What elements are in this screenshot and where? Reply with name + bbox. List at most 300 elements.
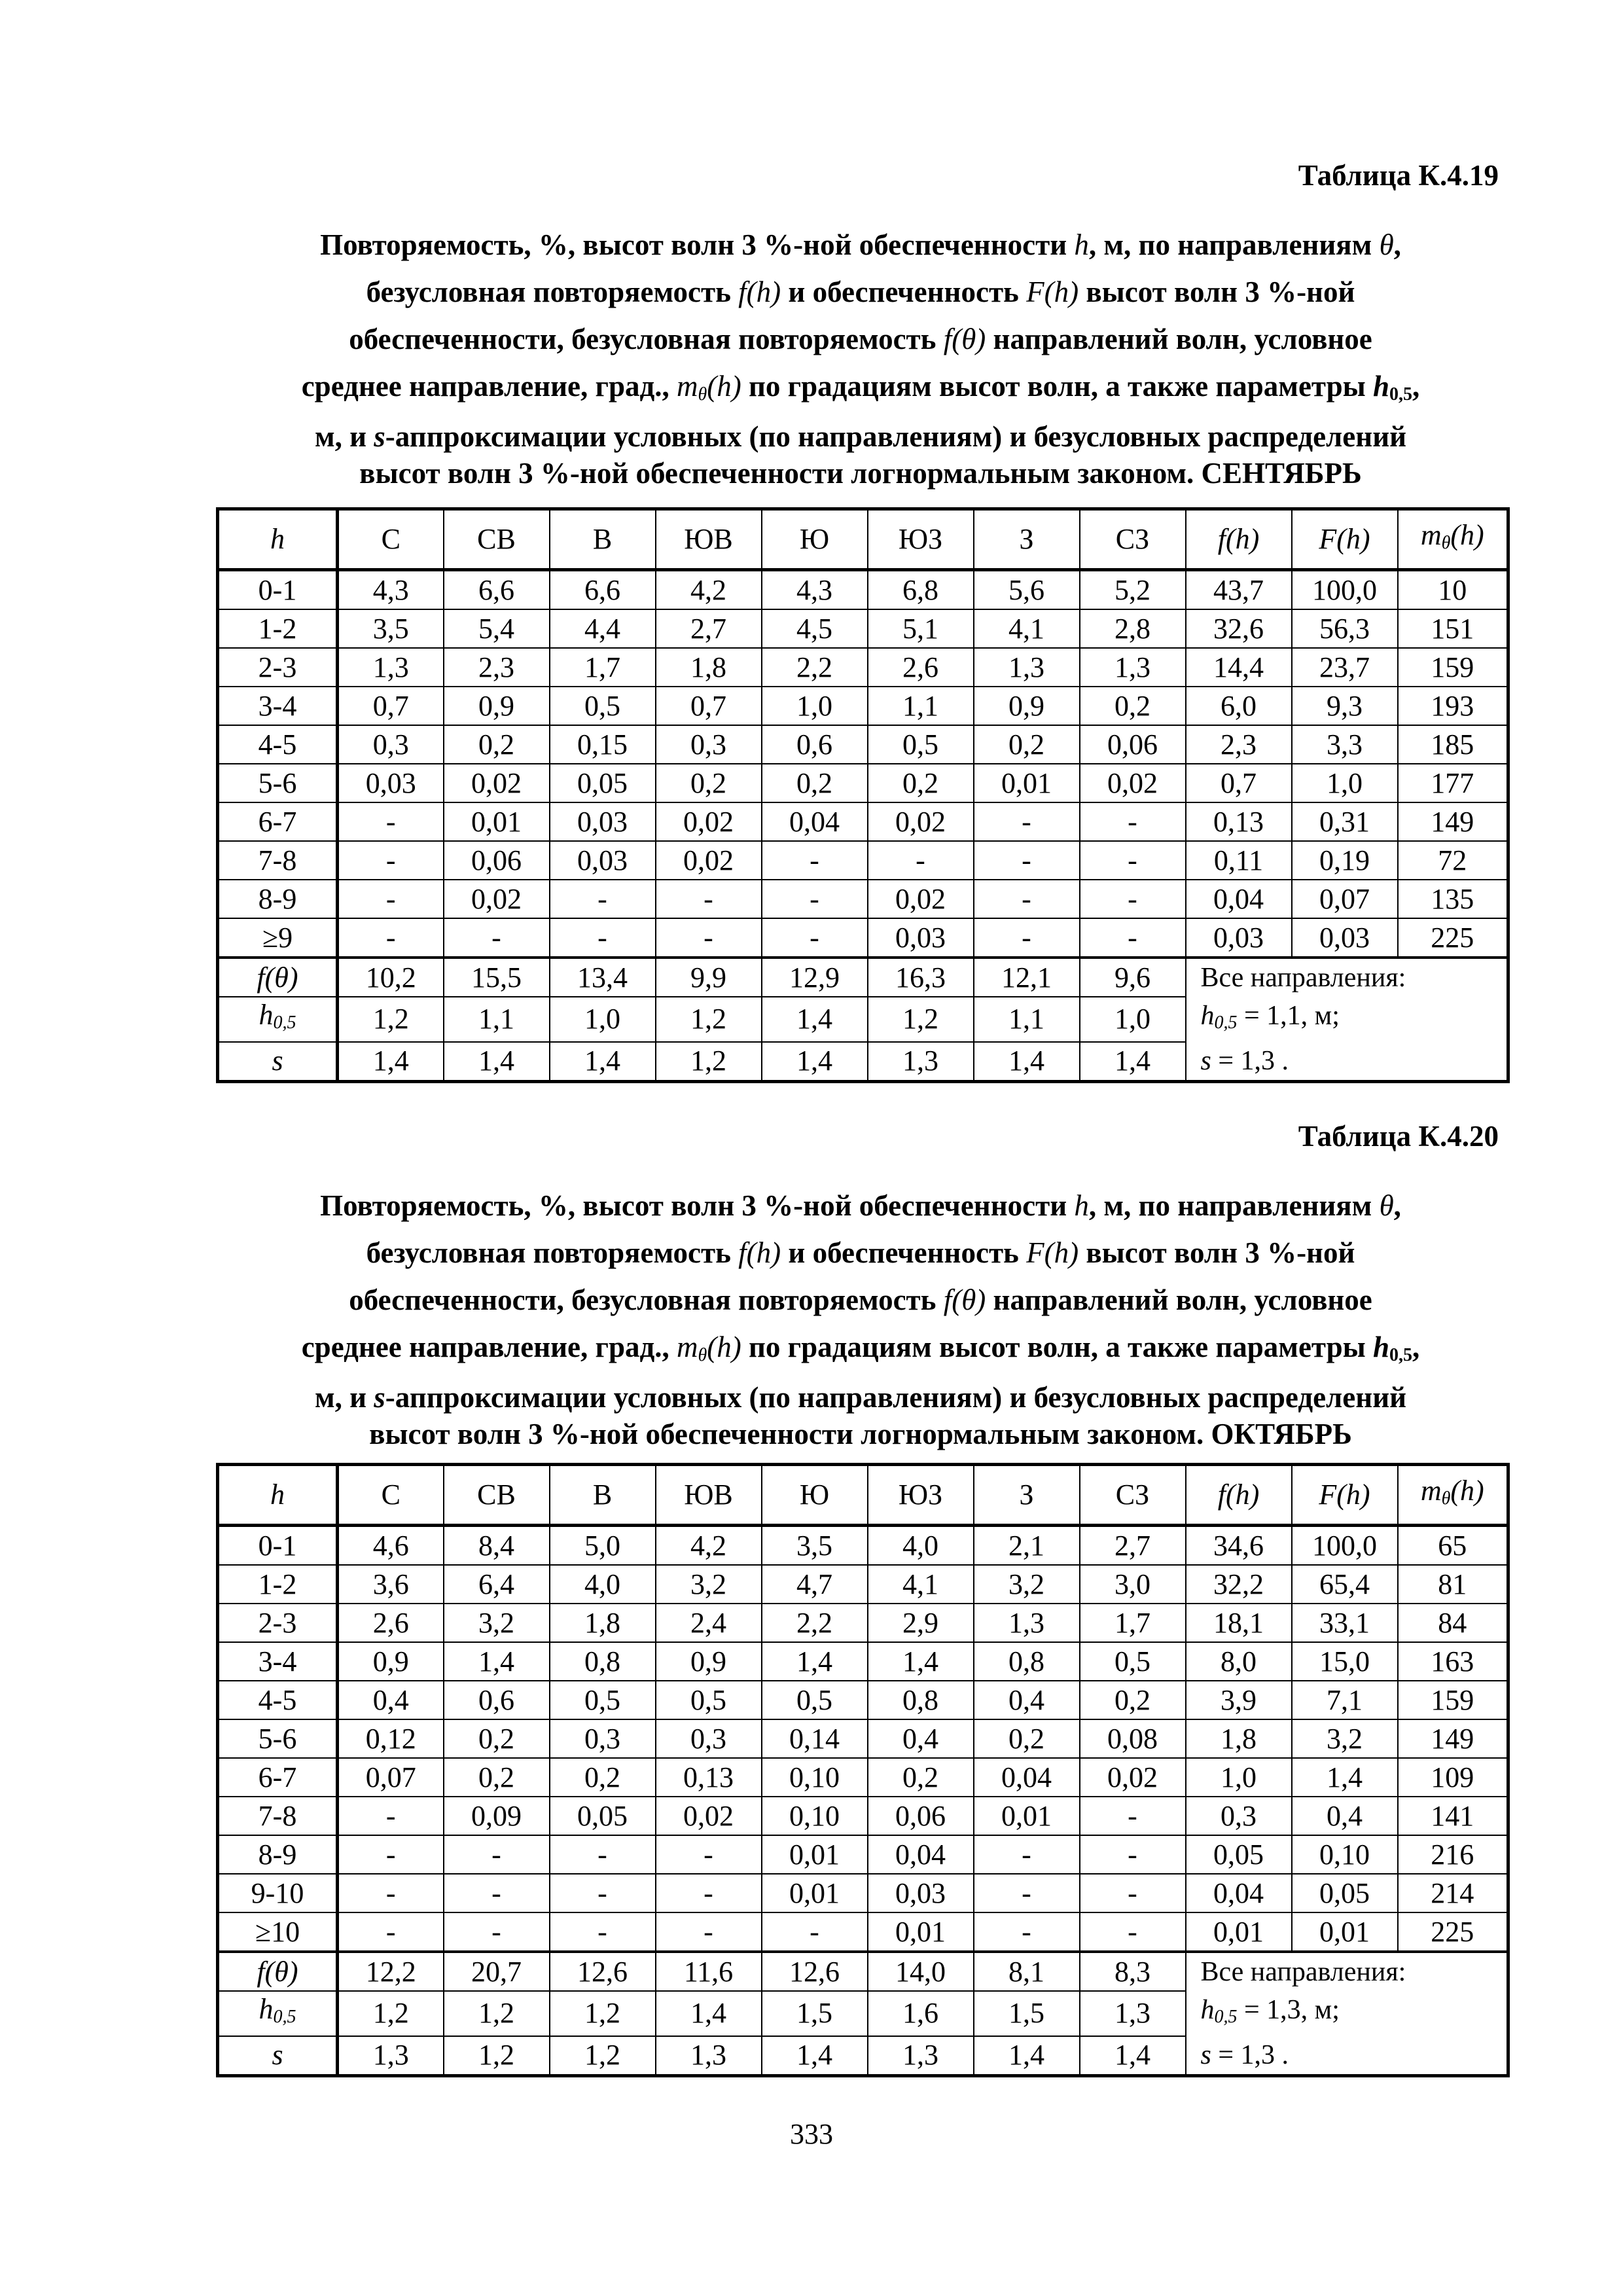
ftheta-row: [218, 1952, 1508, 1991]
table-cell: 151: [1398, 609, 1508, 648]
table-cell: 214: [1398, 1874, 1508, 1912]
cell-text: h: [259, 999, 274, 1031]
table-cell: 2,6: [868, 648, 974, 687]
table-cell: 0,15: [550, 725, 656, 764]
table-cell: -: [550, 1912, 656, 1952]
table-cell: 1,1: [974, 997, 1080, 1041]
table-cell: 1,4: [974, 1042, 1080, 1082]
table-cell: 0,3: [550, 1719, 656, 1758]
table-cell: 1,2: [338, 997, 444, 1041]
table-cell: 0,03: [550, 802, 656, 841]
table-cell: 0,01: [1186, 1912, 1292, 1952]
table-cell: 12,6: [550, 1952, 656, 1991]
table-cell: 4,1: [974, 609, 1080, 648]
table-cell: 100,0: [1292, 570, 1398, 610]
table-cell: -: [550, 1835, 656, 1874]
table-cell: 7,1: [1292, 1681, 1398, 1719]
cell-text: = 1,3 .: [1211, 1046, 1289, 1076]
table-cell: 1,3: [1080, 648, 1186, 687]
table-cell: 0,02: [656, 1797, 762, 1835]
table-cell: 4,5: [762, 609, 868, 648]
table-cell: -: [338, 918, 444, 958]
table-cell: 0,2: [1080, 687, 1186, 725]
table-cell: 2,2: [762, 1604, 868, 1642]
table-cell: 2,6: [338, 1604, 444, 1642]
table-cell: 6,0: [1186, 687, 1292, 725]
note-line: [1201, 1042, 1507, 1080]
table-cell: 0,8: [550, 1642, 656, 1681]
table-cell: 2,7: [1080, 1526, 1186, 1566]
header-row: [218, 1465, 1508, 1526]
row-header: ≥9: [218, 918, 338, 958]
cell-text: F(h): [1319, 523, 1370, 555]
table-cell: 0,5: [1080, 1642, 1186, 1681]
table-cell: -: [1080, 918, 1186, 958]
table-cell: 1,2: [550, 2036, 656, 2076]
table-cell: 1,7: [1080, 1604, 1186, 1642]
table-row: [218, 609, 1508, 648]
table-cell: 0,04: [1186, 880, 1292, 918]
table-cell: 0,05: [1186, 1835, 1292, 1874]
table-cell: 0,01: [868, 1912, 974, 1952]
table-cell: 2,9: [868, 1604, 974, 1642]
table-cell: 109: [1398, 1758, 1508, 1797]
table-cell: 3,2: [656, 1565, 762, 1604]
table-cell: 0,7: [656, 687, 762, 725]
table-cell: 3,9: [1186, 1681, 1292, 1719]
table-cell: 0,5: [656, 1681, 762, 1719]
cell-text: m: [1420, 519, 1442, 551]
column-header: З: [974, 1465, 1080, 1526]
table-cell: 34,6: [1186, 1526, 1292, 1566]
column-header: [1186, 1465, 1292, 1526]
table-cell: 5,2: [1080, 570, 1186, 610]
table-row: [218, 764, 1508, 802]
table-cell: 4,4: [550, 609, 656, 648]
table-cell: 1,4: [444, 1042, 550, 1082]
cell-text: f(h): [1217, 1479, 1260, 1511]
note-line: [1201, 2036, 1507, 2074]
table-cell: 3,2: [974, 1565, 1080, 1604]
table-cell: 0,3: [656, 1719, 762, 1758]
table-cell: 0,02: [656, 841, 762, 880]
column-header: В: [550, 509, 656, 570]
table-cell: 193: [1398, 687, 1508, 725]
table-cell: 0,01: [974, 764, 1080, 802]
table-cell: 65: [1398, 1526, 1508, 1566]
row-header: 8-9: [218, 880, 338, 918]
header-row: [218, 509, 1508, 570]
table-cell: 1,4: [444, 1642, 550, 1681]
row-header: 3-4: [218, 687, 338, 725]
table-cell: 0,2: [1080, 1681, 1186, 1719]
table-row: [218, 1526, 1508, 1566]
table-cell: 10: [1398, 570, 1508, 610]
table-cell: -: [1080, 1835, 1186, 1874]
column-header: В: [550, 1465, 656, 1526]
table-row: [218, 802, 1508, 841]
table-cell: -: [868, 841, 974, 880]
table-cell: 0,3: [338, 725, 444, 764]
column-header: СЗ: [1080, 1465, 1186, 1526]
cell-text: θ: [1441, 533, 1451, 553]
table-cell: 0,4: [974, 1681, 1080, 1719]
table-cell: -: [338, 802, 444, 841]
table-cell: -: [656, 918, 762, 958]
table-cell: 0,5: [550, 1681, 656, 1719]
note-line: [1201, 1991, 1507, 2036]
table-cell: 3,2: [1292, 1719, 1398, 1758]
column-header: СЗ: [1080, 509, 1186, 570]
table-cell: 1,3: [868, 1042, 974, 1082]
table-cell: 1,4: [1080, 2036, 1186, 2076]
table-number-label: Таблица К.4.20: [1298, 1120, 1499, 1153]
table-cell: 2,3: [1186, 725, 1292, 764]
table-cell: 1,3: [338, 2036, 444, 2076]
table-cell: 1,4: [762, 997, 868, 1041]
row-header: [218, 1042, 338, 1082]
column-header: ЮЗ: [868, 509, 974, 570]
row-header: 9-10: [218, 1874, 338, 1912]
table-cell: 0,02: [868, 802, 974, 841]
table-cell: 1,3: [974, 648, 1080, 687]
cell-text: 0,5: [273, 2007, 296, 2028]
table-cell: 5,4: [444, 609, 550, 648]
table-cell: 4,7: [762, 1565, 868, 1604]
column-header: [218, 1465, 338, 1526]
column-header: [1398, 1465, 1508, 1526]
table-cell: -: [974, 802, 1080, 841]
wave-height-table: [216, 1463, 1510, 2077]
table-cell: -: [444, 1835, 550, 1874]
table-cell: 1,6: [868, 1991, 974, 2036]
table-cell: -: [656, 880, 762, 918]
table-cell: 0,2: [974, 1719, 1080, 1758]
table-cell: 159: [1398, 648, 1508, 687]
table-cell: 0,06: [868, 1797, 974, 1835]
table-cell: 0,7: [1186, 764, 1292, 802]
table-row: [218, 1758, 1508, 1797]
table-caption: Повторяемость, %, высот волн 3 %-ной обеспеченности h, м, по направлениям θ, безусловная повторяемость f(h) и обеспеченность F(h) высот волн 3 %-ной обеспеченности, безусловная повторяемость f(θ) направлений волн, условное среднее направление, град., $m_\theta(h)$ по градациям высот волн, а также параметры $h_{0,5}$, м, и s-аппроксимации условных (по направлениям) и безусловных распределений высот волн 3 %-ной обеспеченности логнормальным законом. ОКТЯБРЬ: [301, 1189, 1420, 1450]
table-cell: 0,12: [338, 1719, 444, 1758]
all-directions-note: [1186, 958, 1508, 1082]
table-cell: 12,6: [762, 1952, 868, 1991]
table-row: [218, 1681, 1508, 1719]
table-cell: 0,2: [868, 1758, 974, 1797]
table-cell: -: [762, 841, 868, 880]
column-header: С: [338, 1465, 444, 1526]
row-header: 7-8: [218, 841, 338, 880]
table-cell: -: [550, 1874, 656, 1912]
table-cell: 0,04: [974, 1758, 1080, 1797]
table-cell: -: [762, 1912, 868, 1952]
table-cell: 0,03: [338, 764, 444, 802]
table-cell: 0,02: [868, 880, 974, 918]
all-directions-note: [1186, 1952, 1508, 2076]
table-cell: 0,2: [974, 725, 1080, 764]
table-cell: 0,9: [974, 687, 1080, 725]
table-cell: 6,8: [868, 570, 974, 610]
table-cell: 8,3: [1080, 1952, 1186, 1991]
row-header: 0-1: [218, 1526, 338, 1566]
table-cell: -: [656, 1912, 762, 1952]
table-cell: 1,4: [338, 1042, 444, 1082]
table-cell: 0,01: [1292, 1912, 1398, 1952]
table-cell: 1,8: [656, 648, 762, 687]
row-header: 6-7: [218, 1758, 338, 1797]
table-cell: -: [338, 1912, 444, 1952]
column-header: [1398, 509, 1508, 570]
table-cell: 1,0: [550, 997, 656, 1041]
table-cell: -: [1080, 880, 1186, 918]
table-row: [218, 1642, 1508, 1681]
table-cell: 0,9: [656, 1642, 762, 1681]
table-cell: 4,0: [550, 1565, 656, 1604]
table-cell: 8,4: [444, 1526, 550, 1566]
table-cell: 0,03: [868, 1874, 974, 1912]
table-cell: 0,4: [868, 1719, 974, 1758]
table-cell: 4,0: [868, 1526, 974, 1566]
cell-text: (h): [1450, 519, 1484, 551]
table-cell: 2,2: [762, 648, 868, 687]
table-cell: -: [656, 1874, 762, 1912]
cell-text: θ: [1441, 1488, 1451, 1509]
table-cell: -: [550, 918, 656, 958]
table-cell: 0,03: [868, 918, 974, 958]
table-cell: 32,2: [1186, 1565, 1292, 1604]
table-cell: 15,0: [1292, 1642, 1398, 1681]
cell-text: (h): [1450, 1475, 1484, 1507]
table-cell: 0,11: [1186, 841, 1292, 880]
table-cell: 12,1: [974, 958, 1080, 997]
row-header: 1-2: [218, 609, 338, 648]
table-cell: 0,3: [1186, 1797, 1292, 1835]
table-cell: -: [974, 880, 1080, 918]
table-cell: 1,0: [1186, 1758, 1292, 1797]
table-cell: 16,3: [868, 958, 974, 997]
cell-text: = 1,3 .: [1211, 2040, 1289, 2070]
table-cell: 185: [1398, 725, 1508, 764]
table-cell: 14,4: [1186, 648, 1292, 687]
table-cell: 33,1: [1292, 1604, 1398, 1642]
table-cell: 3,2: [444, 1604, 550, 1642]
table-cell: 0,2: [868, 764, 974, 802]
table-cell: 1,4: [1080, 1042, 1186, 1082]
cell-text: h: [1200, 1001, 1215, 1031]
table-cell: -: [656, 1835, 762, 1874]
table-cell: 1,2: [550, 1991, 656, 2036]
table-cell: 11,6: [656, 1952, 762, 1991]
table-cell: -: [762, 880, 868, 918]
table-cell: 2,4: [656, 1604, 762, 1642]
table-cell: -: [974, 918, 1080, 958]
table-cell: 0,01: [444, 802, 550, 841]
table-cell: 0,01: [762, 1874, 868, 1912]
table-cell: 0,7: [338, 687, 444, 725]
table-cell: 0,9: [444, 687, 550, 725]
cell-text: = 1,1, м;: [1237, 1001, 1340, 1031]
note-line: [1201, 959, 1507, 997]
table-row: [218, 570, 1508, 610]
table-cell: 0,05: [1292, 1874, 1398, 1912]
table-cell: 18,1: [1186, 1604, 1292, 1642]
ftheta-row: [218, 958, 1508, 997]
table-cell: 3,0: [1080, 1565, 1186, 1604]
row-header: 7-8: [218, 1797, 338, 1835]
cell-text: 0,5: [1214, 2007, 1238, 2027]
row-header: ≥10: [218, 1912, 338, 1952]
table-cell: 2,8: [1080, 609, 1186, 648]
table-row: [218, 1835, 1508, 1874]
column-header: Ю: [762, 1465, 868, 1526]
table-cell: 1,0: [1080, 997, 1186, 1041]
table-cell: 0,02: [656, 802, 762, 841]
table-cell: -: [974, 1874, 1080, 1912]
table-cell: 0,05: [550, 764, 656, 802]
table-cell: 0,10: [762, 1797, 868, 1835]
table-row: [218, 1912, 1508, 1952]
table-cell: -: [338, 1797, 444, 1835]
table-cell: 1,2: [656, 1042, 762, 1082]
cell-text: f(θ): [257, 1955, 298, 1988]
row-header: 0-1: [218, 570, 338, 610]
table-cell: 0,09: [444, 1797, 550, 1835]
table-cell: -: [974, 841, 1080, 880]
table-cell: 0,9: [338, 1642, 444, 1681]
table-cell: 0,03: [1186, 918, 1292, 958]
table-row: [218, 841, 1508, 880]
column-header: [1292, 1465, 1398, 1526]
table-cell: 0,01: [762, 1835, 868, 1874]
table-cell: 0,2: [444, 1758, 550, 1797]
table-cell: 1,3: [656, 2036, 762, 2076]
table-cell: 0,07: [1292, 880, 1398, 918]
table-cell: 1,2: [338, 1991, 444, 2036]
table-cell: 177: [1398, 764, 1508, 802]
cell-text: = 1,3, м;: [1237, 1995, 1340, 2025]
table-cell: 1,3: [338, 648, 444, 687]
cell-text: s: [1200, 1046, 1211, 1076]
column-header: З: [974, 509, 1080, 570]
table-cell: 1,4: [868, 1642, 974, 1681]
table-cell: 6,4: [444, 1565, 550, 1604]
table-cell: -: [1080, 1912, 1186, 1952]
table-cell: -: [762, 918, 868, 958]
table-cell: 3,6: [338, 1565, 444, 1604]
table-cell: 4,1: [868, 1565, 974, 1604]
cell-text: h: [270, 1479, 285, 1511]
table-cell: 5,0: [550, 1526, 656, 1566]
row-header: 8-9: [218, 1835, 338, 1874]
column-header: СВ: [444, 1465, 550, 1526]
table-cell: 56,3: [1292, 609, 1398, 648]
table-cell: 0,2: [550, 1758, 656, 1797]
table-cell: -: [338, 841, 444, 880]
table-cell: 1,4: [1292, 1758, 1398, 1797]
table-cell: 0,2: [444, 1719, 550, 1758]
table-cell: 0,08: [1080, 1719, 1186, 1758]
table-caption: Повторяемость, %, высот волн 3 %-ной обеспеченности h, м, по направлениям θ, безусловная повторяемость f(h) и обеспеченность F(h) высот волн 3 %-ной обеспеченности, безусловная повторяемость f(θ) направлений волн, условное среднее направление, град., $m_\theta(h)$ по градациям высот волн, а также параметры $h_{0,5}$, м, и s-аппроксимации условных (по направлениям) и безусловных распределений высот волн 3 %-ной обеспеченности логнормальным законом. СЕНТЯБРЬ: [301, 228, 1420, 490]
table-cell: 72: [1398, 841, 1508, 880]
table-cell: 8,0: [1186, 1642, 1292, 1681]
table-cell: 0,02: [1080, 764, 1186, 802]
table-cell: 6,6: [444, 570, 550, 610]
column-header: ЮВ: [656, 509, 762, 570]
table-cell: 13,4: [550, 958, 656, 997]
row-header: 3-4: [218, 1642, 338, 1681]
row-header: 5-6: [218, 764, 338, 802]
table-cell: 0,31: [1292, 802, 1398, 841]
row-header: 5-6: [218, 1719, 338, 1758]
table-row: [218, 725, 1508, 764]
column-header: [218, 509, 338, 570]
table-cell: 0,5: [550, 687, 656, 725]
table-cell: 100,0: [1292, 1526, 1398, 1566]
cell-text: h: [259, 1993, 274, 2026]
table-cell: 1,4: [762, 1642, 868, 1681]
table-cell: 9,3: [1292, 687, 1398, 725]
table-cell: 5,1: [868, 609, 974, 648]
table-cell: 0,2: [656, 764, 762, 802]
table-cell: 84: [1398, 1604, 1508, 1642]
table-cell: 43,7: [1186, 570, 1292, 610]
table-cell: 0,5: [762, 1681, 868, 1719]
table-cell: -: [444, 1874, 550, 1912]
table-cell: 1,8: [550, 1604, 656, 1642]
table-row: [218, 1604, 1508, 1642]
table-cell: 225: [1398, 1912, 1508, 1952]
note-line: [1201, 997, 1507, 1042]
row-header: 4-5: [218, 725, 338, 764]
table-cell: -: [338, 1835, 444, 1874]
table-cell: 0,04: [1186, 1874, 1292, 1912]
wave-height-table: [216, 507, 1510, 1083]
table-row: [218, 1719, 1508, 1758]
column-header: ЮВ: [656, 1465, 762, 1526]
table-cell: 0,03: [1292, 918, 1398, 958]
table-cell: 1,4: [762, 2036, 868, 2076]
table-cell: 0,02: [1080, 1758, 1186, 1797]
table-cell: 10,2: [338, 958, 444, 997]
table-cell: 20,7: [444, 1952, 550, 1991]
table-cell: -: [338, 1874, 444, 1912]
table-cell: 0,8: [974, 1642, 1080, 1681]
table-cell: 0,02: [444, 880, 550, 918]
table-cell: 0,2: [444, 725, 550, 764]
table-cell: 3,5: [338, 609, 444, 648]
table-cell: 3,5: [762, 1526, 868, 1566]
table-cell: 0,07: [338, 1758, 444, 1797]
table-cell: 1,8: [1186, 1719, 1292, 1758]
cell-text: m: [1420, 1475, 1442, 1507]
table-number-label: Таблица К.4.19: [1298, 159, 1499, 192]
table-row: [218, 880, 1508, 918]
table-cell: 0,14: [762, 1719, 868, 1758]
table-cell: 1,1: [444, 997, 550, 1041]
table-cell: 1,4: [974, 2036, 1080, 2076]
column-header: С: [338, 509, 444, 570]
table-cell: 141: [1398, 1797, 1508, 1835]
table-cell: 0,2: [762, 764, 868, 802]
row-header: 2-3: [218, 648, 338, 687]
table-cell: 163: [1398, 1642, 1508, 1681]
row-header: 6-7: [218, 802, 338, 841]
table-cell: 1,4: [550, 1042, 656, 1082]
table-cell: 32,6: [1186, 609, 1292, 648]
table-cell: 0,6: [762, 725, 868, 764]
cell-text: Все направления:: [1200, 1957, 1406, 1987]
table-cell: 4,2: [656, 1526, 762, 1566]
